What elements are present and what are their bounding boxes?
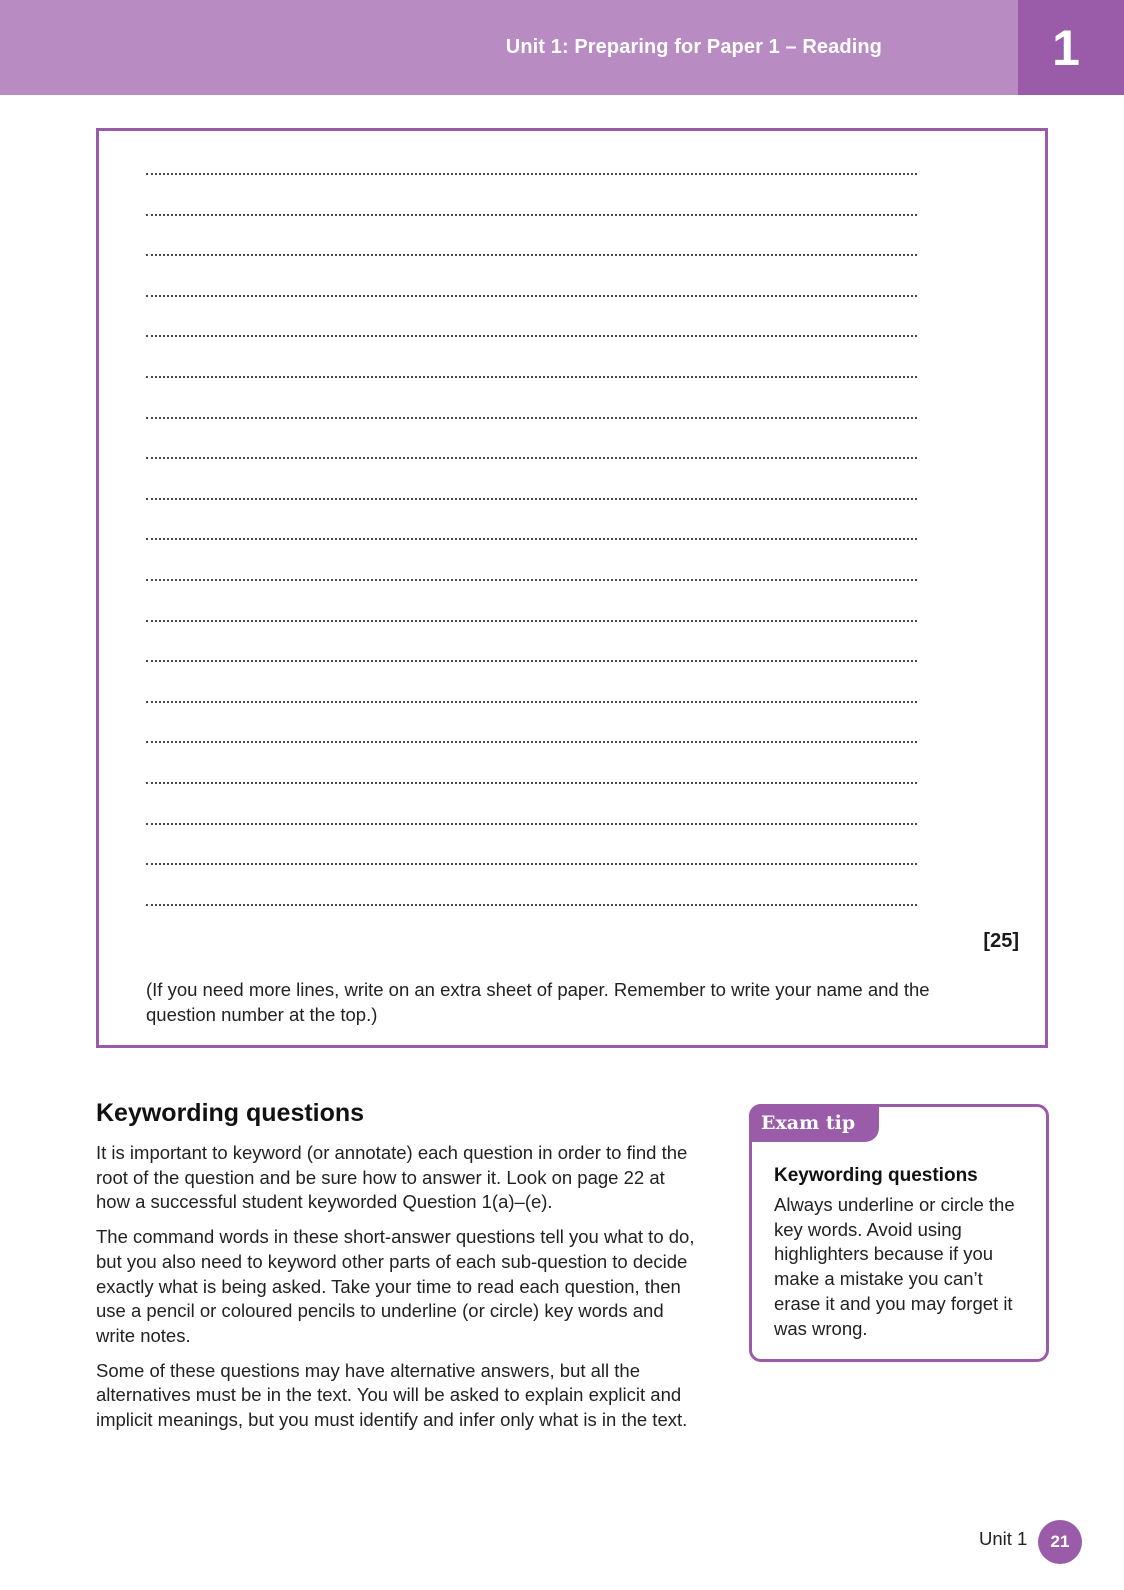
header-band <box>0 0 1020 95</box>
body-paragraph: It is important to keyword (or annotate) each question in order to find the root of the question and be sure how to answer it. Look on page 22 at how a successful student keyworded Question 1(a)–(e). <box>96 1142 688 1213</box>
answer-line <box>146 498 917 500</box>
answer-line <box>146 335 917 337</box>
answer-line <box>146 295 917 297</box>
answer-box <box>96 128 1048 1048</box>
exam-tip-heading: Keywording questions <box>774 1165 978 1186</box>
answer-line <box>146 376 917 378</box>
marks-label: [25] <box>983 930 1019 952</box>
answer-box-note: (If you need more lines, write on an extra sheet of paper. Remember to write your name and the question number at the top.) <box>146 979 930 1025</box>
header-title: Unit 1: Preparing for Paper 1 – Reading <box>505 36 882 58</box>
answer-line <box>146 417 917 419</box>
answer-line <box>146 863 917 865</box>
section-body <box>96 1141 696 1443</box>
exam-tip-text: Always underline or circle the key words. Avoid using highlighters because if you make a mistake you can’t erase it and you may forget it was wrong. <box>774 1194 1015 1339</box>
answer-line <box>146 214 917 216</box>
exam-tip-box <box>749 1104 1049 1362</box>
answer-line <box>146 620 917 622</box>
body-paragraph: Some of these questions may have alternative answers, but all the alternatives must be in the text. You will be asked to explain explicit and implicit meanings, but you must identify and infer only what is in the text. <box>96 1359 688 1431</box>
answer-line <box>146 457 917 459</box>
answer-line <box>146 782 917 784</box>
answer-line <box>146 173 917 175</box>
answer-line <box>146 701 917 703</box>
exam-tip-label: Exam tip <box>749 1104 879 1142</box>
answer-line <box>146 741 917 743</box>
body-paragraph: The command words in these short-answer questions tell you what to do, but you also need to keyword other parts of each sub-question to decide exactly what is being asked. Take your time to read each question, then use a pencil or coloured pencils to underline (or circle) key words and write notes. <box>96 1226 695 1346</box>
answer-line <box>146 823 917 825</box>
answer-line <box>146 579 917 581</box>
section-heading: Keywording questions <box>96 1099 365 1127</box>
page-number-badge: 21 <box>1038 1520 1082 1564</box>
footer-unit-label: Unit 1 <box>979 1528 1028 1549</box>
answer-line <box>146 660 917 662</box>
answer-line <box>146 254 917 256</box>
unit-number-tab: 1 <box>1018 0 1124 95</box>
answer-line <box>146 538 917 540</box>
answer-line <box>146 904 917 906</box>
